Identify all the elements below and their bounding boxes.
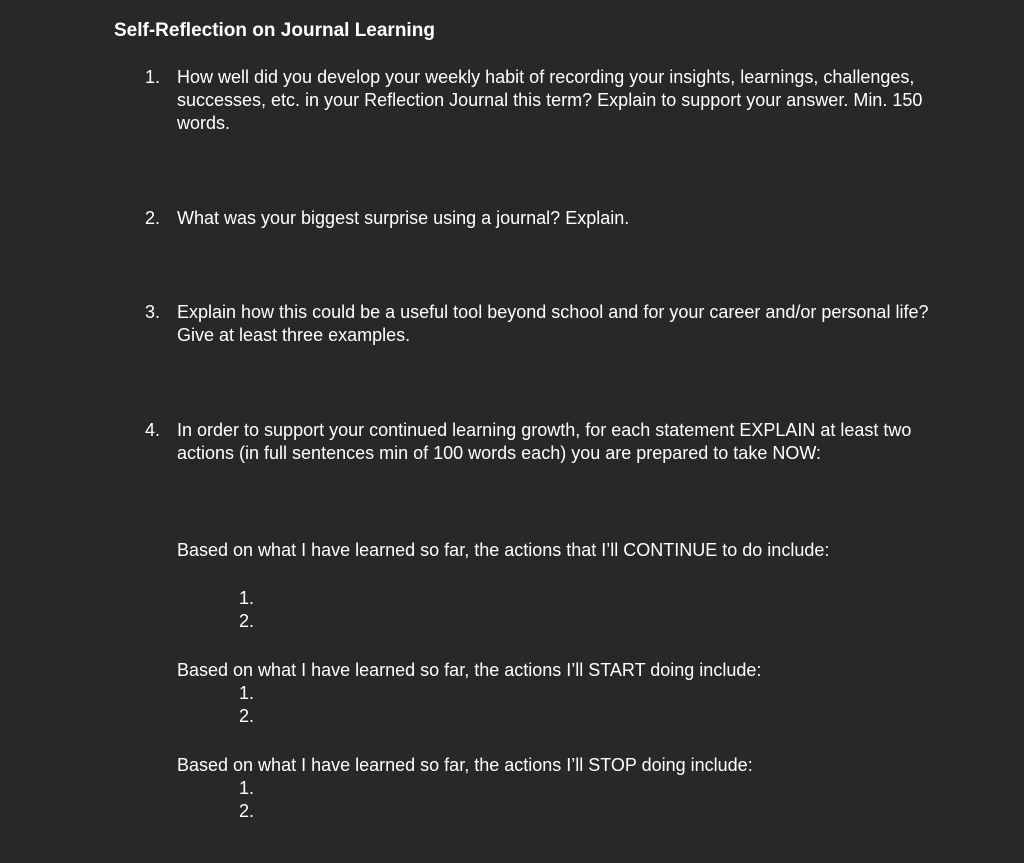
statement-stop-item-1: 1. <box>239 778 255 798</box>
statement-start-item-2: 2. <box>239 706 255 726</box>
question-number: 2. <box>145 208 161 228</box>
question-text: What was your biggest surprise using a journal? Explain. <box>177 208 630 228</box>
document-title: Self-Reflection on Journal Learning <box>114 20 435 41</box>
statement-continue-item-1: 1. <box>239 588 255 608</box>
statement-continue-item-2: 2. <box>239 611 255 631</box>
question-text: In order to support your continued learning growth, for each statement EXPLAIN at least two actions (in full sentences min of 100 words each) you are prepared to take NOW: <box>177 420 912 463</box>
question-number: 4. <box>145 420 161 440</box>
question-number: 1. <box>145 67 161 87</box>
question-number: 3. <box>145 302 161 322</box>
question-text: Explain how this could be a useful tool beyond school and for your career and/or personal life? Give at least three examples. <box>177 302 929 345</box>
statement-stop-item-2: 2. <box>239 801 255 821</box>
statement-stop: Based on what I have learned so far, the actions I’ll STOP doing include: <box>177 755 753 775</box>
statement-start: Based on what I have learned so far, the actions I’ll START doing include: <box>177 660 762 680</box>
statement-start-item-1: 1. <box>239 683 255 703</box>
statement-continue: Based on what I have learned so far, the actions that I’ll CONTINUE to do include: <box>177 540 830 560</box>
question-text: How well did you develop your weekly habit of recording your insights, learnings, challenges, successes, etc. in your Reflection Journal this term? Explain to support your answer. Min. 150 words. <box>177 67 923 133</box>
